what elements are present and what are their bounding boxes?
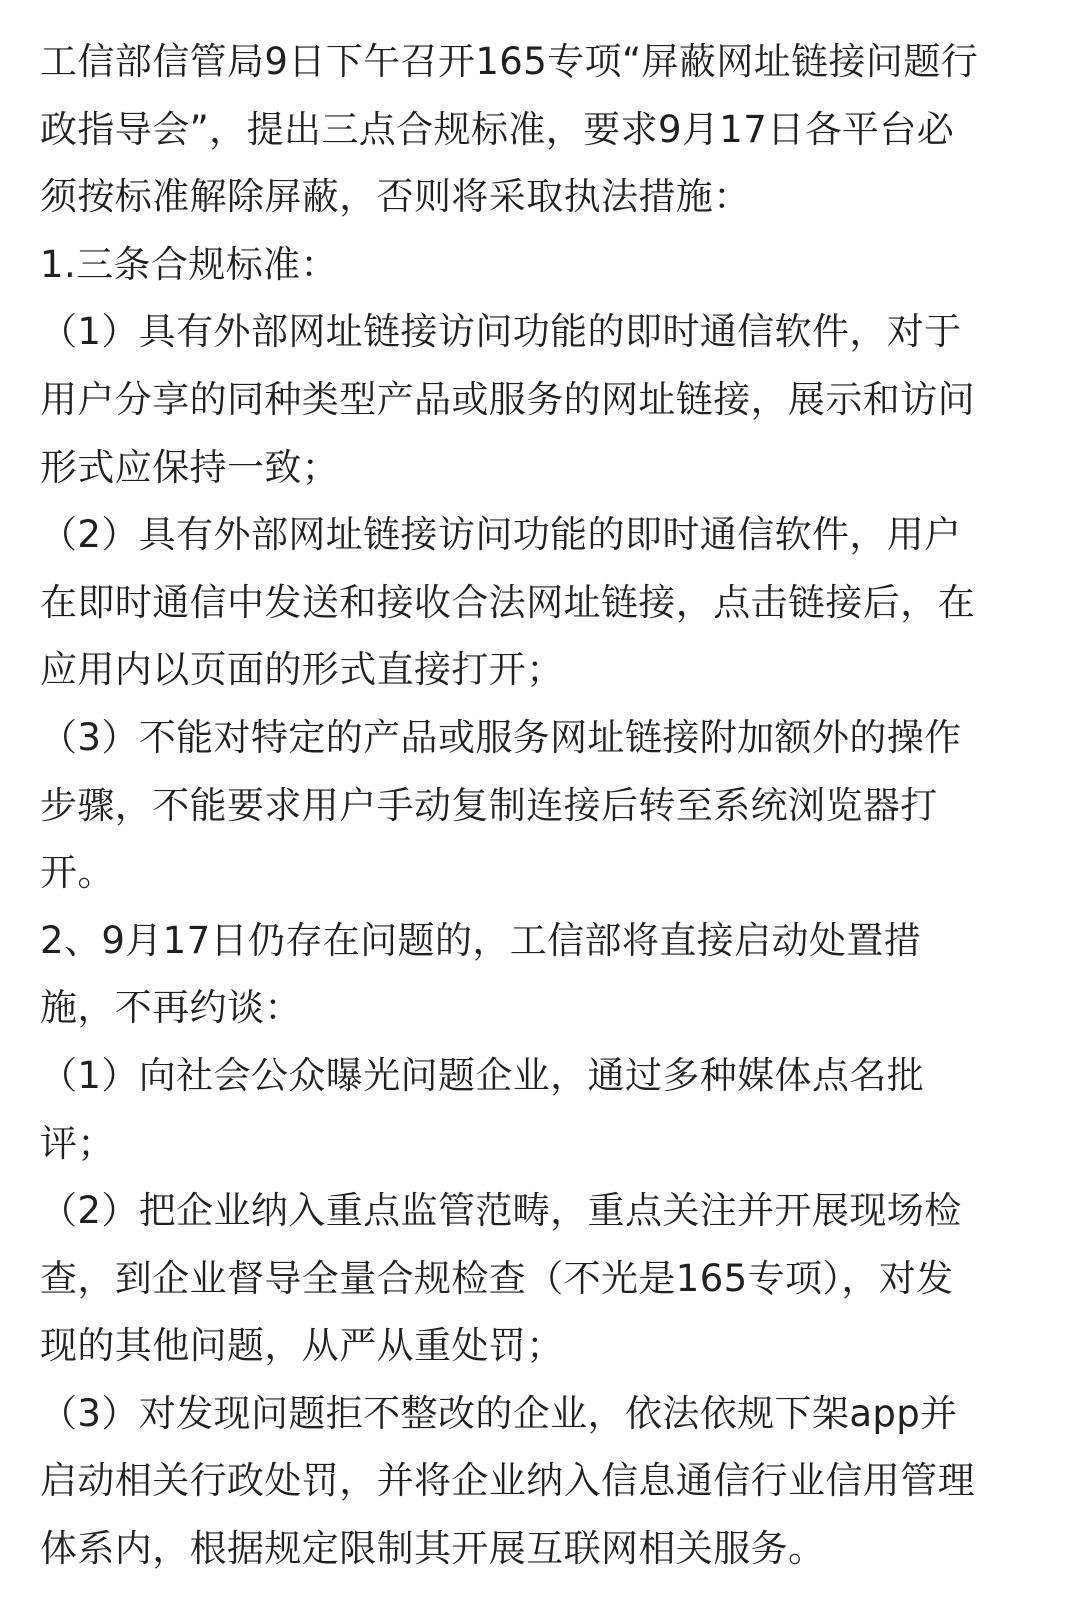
text-line-11: （3）不能对特定的产品或服务网址链接附加额外的操作 <box>40 715 962 759</box>
text-line-4: 1.三条合规标准： <box>40 242 338 286</box>
text-line-16: （1）向社会公众曝光问题企业，通过多种媒体点名批 <box>40 1053 925 1097</box>
text-line-7: 形式应保持一致； <box>40 445 340 489</box>
text-line-21: （3）对发现问题拒不整改的企业，依法依规下架app并 <box>40 1391 958 1435</box>
text-line-14: 2、9月17日仍存在问题的，工信部将直接启动处置措 <box>40 918 922 962</box>
text-line-1: 工信部信管局9日下午召开165专项“屏蔽网址链接问题行 <box>40 40 979 83</box>
text-line-5: （1）具有外部网址链接访问功能的即时通信软件，对于 <box>40 310 962 354</box>
text-line-3: 须按标准解除屏蔽，否则将采取执法措施： <box>40 175 751 219</box>
text-line-15: 施，不再约谈： <box>40 986 302 1030</box>
text-line-2: 政指导会”，提出三点合规标准，要求9月17日各平台必 <box>40 107 955 151</box>
text-line-6: 用户分享的同种类型产品或服务的网址链接，展示和访问 <box>40 377 975 421</box>
text-line-19: 查，到企业督导全量合规检查（不光是165专项），对发 <box>40 1256 954 1300</box>
text-line-12: 步骤，不能要求用户手动复制连接后转至系统浏览器打 <box>40 783 938 827</box>
text-line-22: 启动相关行政处罚，并将企业纳入信息通信行业信用管理 <box>40 1459 975 1503</box>
text-line-8: （2）具有外部网址链接访问功能的即时通信软件，用户 <box>40 513 962 557</box>
text-line-13: 开。 <box>40 851 115 895</box>
text-line-18: （2）把企业纳入重点监管范畴，重点关注并开展现场检 <box>40 1189 962 1233</box>
text-line-20: 现的其他问题，从严从重处罚； <box>40 1324 564 1368</box>
text-line-9: 在即时通信中发送和接收合法网址链接，点击链接后，在 <box>40 580 975 624</box>
text-line-17: 评； <box>40 1121 115 1165</box>
text-line-10: 应用内以页面的形式直接打开； <box>40 648 564 692</box>
text-line-23: 体系内，根据规定限制其开展互联网相关服务。 <box>40 1527 826 1571</box>
